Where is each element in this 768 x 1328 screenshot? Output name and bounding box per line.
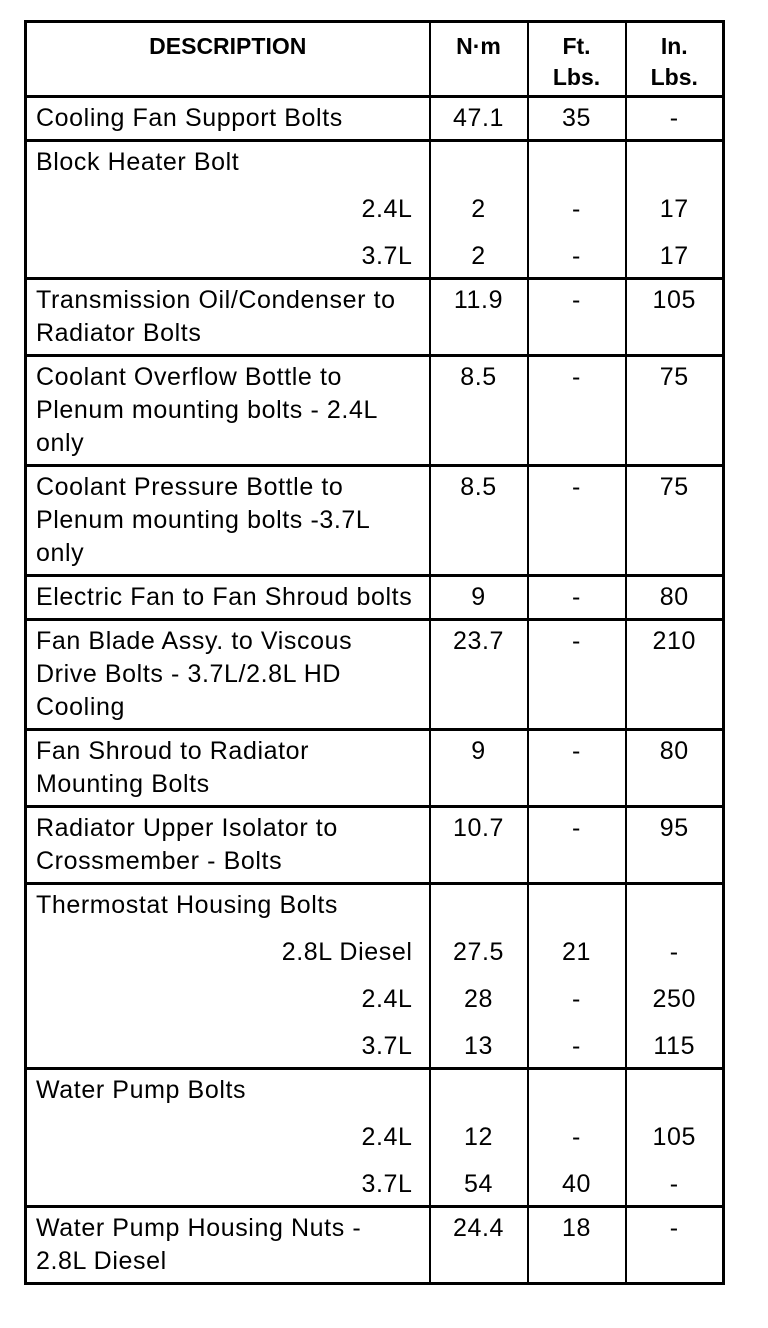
in-lbs-value-cell: - bbox=[626, 924, 724, 971]
in-lbs-value-cell: 17 bbox=[626, 181, 724, 228]
table-row bbox=[26, 620, 724, 730]
nm-value-cell: 8.5 bbox=[430, 356, 528, 466]
table-row bbox=[26, 1069, 724, 1110]
ft-lbs-value-cell: - bbox=[528, 620, 626, 730]
description-cell: Transmission Oil/Condenser to Radiator Bolts bbox=[26, 279, 430, 356]
ft-lbs-value-cell: - bbox=[528, 466, 626, 576]
table-subrow bbox=[26, 1109, 724, 1156]
table-subrow bbox=[26, 971, 724, 1018]
description-cell: Electric Fan to Fan Shroud bolts bbox=[26, 576, 430, 620]
in-lbs-value-cell: 105 bbox=[626, 1109, 724, 1156]
in-lbs-value-cell: 75 bbox=[626, 356, 724, 466]
engine-variant-cell: 3.7L bbox=[26, 1018, 430, 1069]
in-lbs-value-cell: - bbox=[626, 1207, 724, 1284]
header-in-lbs: In. Lbs. bbox=[626, 22, 724, 97]
ft-lbs-value-cell bbox=[528, 884, 626, 925]
ft-lbs-value-cell bbox=[528, 141, 626, 182]
nm-value-cell bbox=[430, 1069, 528, 1110]
nm-value-cell: 12 bbox=[430, 1109, 528, 1156]
description-cell: Coolant Overflow Bottle to Plenum mounting bolts - 2.4L only bbox=[26, 356, 430, 466]
in-lbs-value-cell: 80 bbox=[626, 730, 724, 807]
ft-lbs-value-cell: 40 bbox=[528, 1156, 626, 1207]
in-lbs-value-cell: 210 bbox=[626, 620, 724, 730]
in-lbs-value-cell: - bbox=[626, 1156, 724, 1207]
in-lbs-value-cell: 250 bbox=[626, 971, 724, 1018]
in-lbs-value-cell: 75 bbox=[626, 466, 724, 576]
in-lbs-value-cell: 95 bbox=[626, 807, 724, 884]
table-row bbox=[26, 576, 724, 620]
table-row bbox=[26, 356, 724, 466]
nm-value-cell: 24.4 bbox=[430, 1207, 528, 1284]
in-lbs-value-cell: - bbox=[626, 97, 724, 141]
ft-lbs-value-cell: - bbox=[528, 181, 626, 228]
ft-lbs-value-cell: - bbox=[528, 576, 626, 620]
table-body bbox=[26, 97, 724, 1284]
table-subrow bbox=[26, 924, 724, 971]
table-row bbox=[26, 884, 724, 925]
ft-lbs-value-cell: - bbox=[528, 228, 626, 279]
header-description: DESCRIPTION bbox=[26, 22, 430, 97]
nm-value-cell: 9 bbox=[430, 730, 528, 807]
in-lbs-value-cell: 17 bbox=[626, 228, 724, 279]
nm-value-cell: 8.5 bbox=[430, 466, 528, 576]
nm-value-cell: 28 bbox=[430, 971, 528, 1018]
ft-lbs-value-cell: 18 bbox=[528, 1207, 626, 1284]
description-cell: Radiator Upper Isolator to Crossmember - Bolts bbox=[26, 807, 430, 884]
ft-lbs-value-cell: - bbox=[528, 356, 626, 466]
nm-value-cell: 54 bbox=[430, 1156, 528, 1207]
description-cell: Fan Blade Assy. to Viscous Drive Bolts - 3.7L/2.8L HD Cooling bbox=[26, 620, 430, 730]
nm-value-cell bbox=[430, 884, 528, 925]
table-subrow bbox=[26, 1018, 724, 1069]
table-subrow bbox=[26, 228, 724, 279]
ft-lbs-value-cell: - bbox=[528, 1109, 626, 1156]
nm-value-cell: 27.5 bbox=[430, 924, 528, 971]
description-cell: Water Pump Bolts bbox=[26, 1069, 430, 1110]
table-subrow bbox=[26, 181, 724, 228]
header-nm: N·m bbox=[430, 22, 528, 97]
nm-value-cell: 11.9 bbox=[430, 279, 528, 356]
nm-value-cell: 13 bbox=[430, 1018, 528, 1069]
description-cell: Block Heater Bolt bbox=[26, 141, 430, 182]
engine-variant-cell: 2.8L Diesel bbox=[26, 924, 430, 971]
table-subrow bbox=[26, 1156, 724, 1207]
description-cell: Water Pump Housing Nuts - 2.8L Diesel bbox=[26, 1207, 430, 1284]
ft-lbs-value-cell: - bbox=[528, 1018, 626, 1069]
table-row bbox=[26, 141, 724, 182]
engine-variant-cell: 2.4L bbox=[26, 1109, 430, 1156]
header-ft-lbs: Ft. Lbs. bbox=[528, 22, 626, 97]
in-lbs-value-cell bbox=[626, 141, 724, 182]
in-lbs-value-cell: 115 bbox=[626, 1018, 724, 1069]
description-cell: Coolant Pressure Bottle to Plenum mounting bolts -3.7L only bbox=[26, 466, 430, 576]
nm-value-cell: 9 bbox=[430, 576, 528, 620]
in-lbs-value-cell bbox=[626, 1069, 724, 1110]
nm-value-cell: 47.1 bbox=[430, 97, 528, 141]
table-row bbox=[26, 807, 724, 884]
nm-value-cell: 2 bbox=[430, 228, 528, 279]
nm-value-cell: 2 bbox=[430, 181, 528, 228]
ft-lbs-value-cell: - bbox=[528, 279, 626, 356]
engine-variant-cell: 3.7L bbox=[26, 1156, 430, 1207]
table-row bbox=[26, 1207, 724, 1284]
ft-lbs-value-cell: - bbox=[528, 807, 626, 884]
table-row bbox=[26, 466, 724, 576]
engine-variant-cell: 3.7L bbox=[26, 228, 430, 279]
table-row bbox=[26, 730, 724, 807]
nm-value-cell: 10.7 bbox=[430, 807, 528, 884]
in-lbs-value-cell: 80 bbox=[626, 576, 724, 620]
table-header bbox=[26, 22, 724, 97]
nm-value-cell: 23.7 bbox=[430, 620, 528, 730]
ft-lbs-value-cell: - bbox=[528, 971, 626, 1018]
ft-lbs-value-cell: 21 bbox=[528, 924, 626, 971]
description-cell: Thermostat Housing Bolts bbox=[26, 884, 430, 925]
nm-value-cell bbox=[430, 141, 528, 182]
in-lbs-value-cell: 105 bbox=[626, 279, 724, 356]
table-row bbox=[26, 279, 724, 356]
torque-specifications-table bbox=[24, 20, 725, 1285]
engine-variant-cell: 2.4L bbox=[26, 971, 430, 1018]
header-row bbox=[26, 22, 724, 97]
in-lbs-value-cell bbox=[626, 884, 724, 925]
ft-lbs-value-cell bbox=[528, 1069, 626, 1110]
ft-lbs-value-cell: 35 bbox=[528, 97, 626, 141]
ft-lbs-value-cell: - bbox=[528, 730, 626, 807]
description-cell: Cooling Fan Support Bolts bbox=[26, 97, 430, 141]
table-row bbox=[26, 97, 724, 141]
engine-variant-cell: 2.4L bbox=[26, 181, 430, 228]
description-cell: Fan Shroud to Radiator Mounting Bolts bbox=[26, 730, 430, 807]
